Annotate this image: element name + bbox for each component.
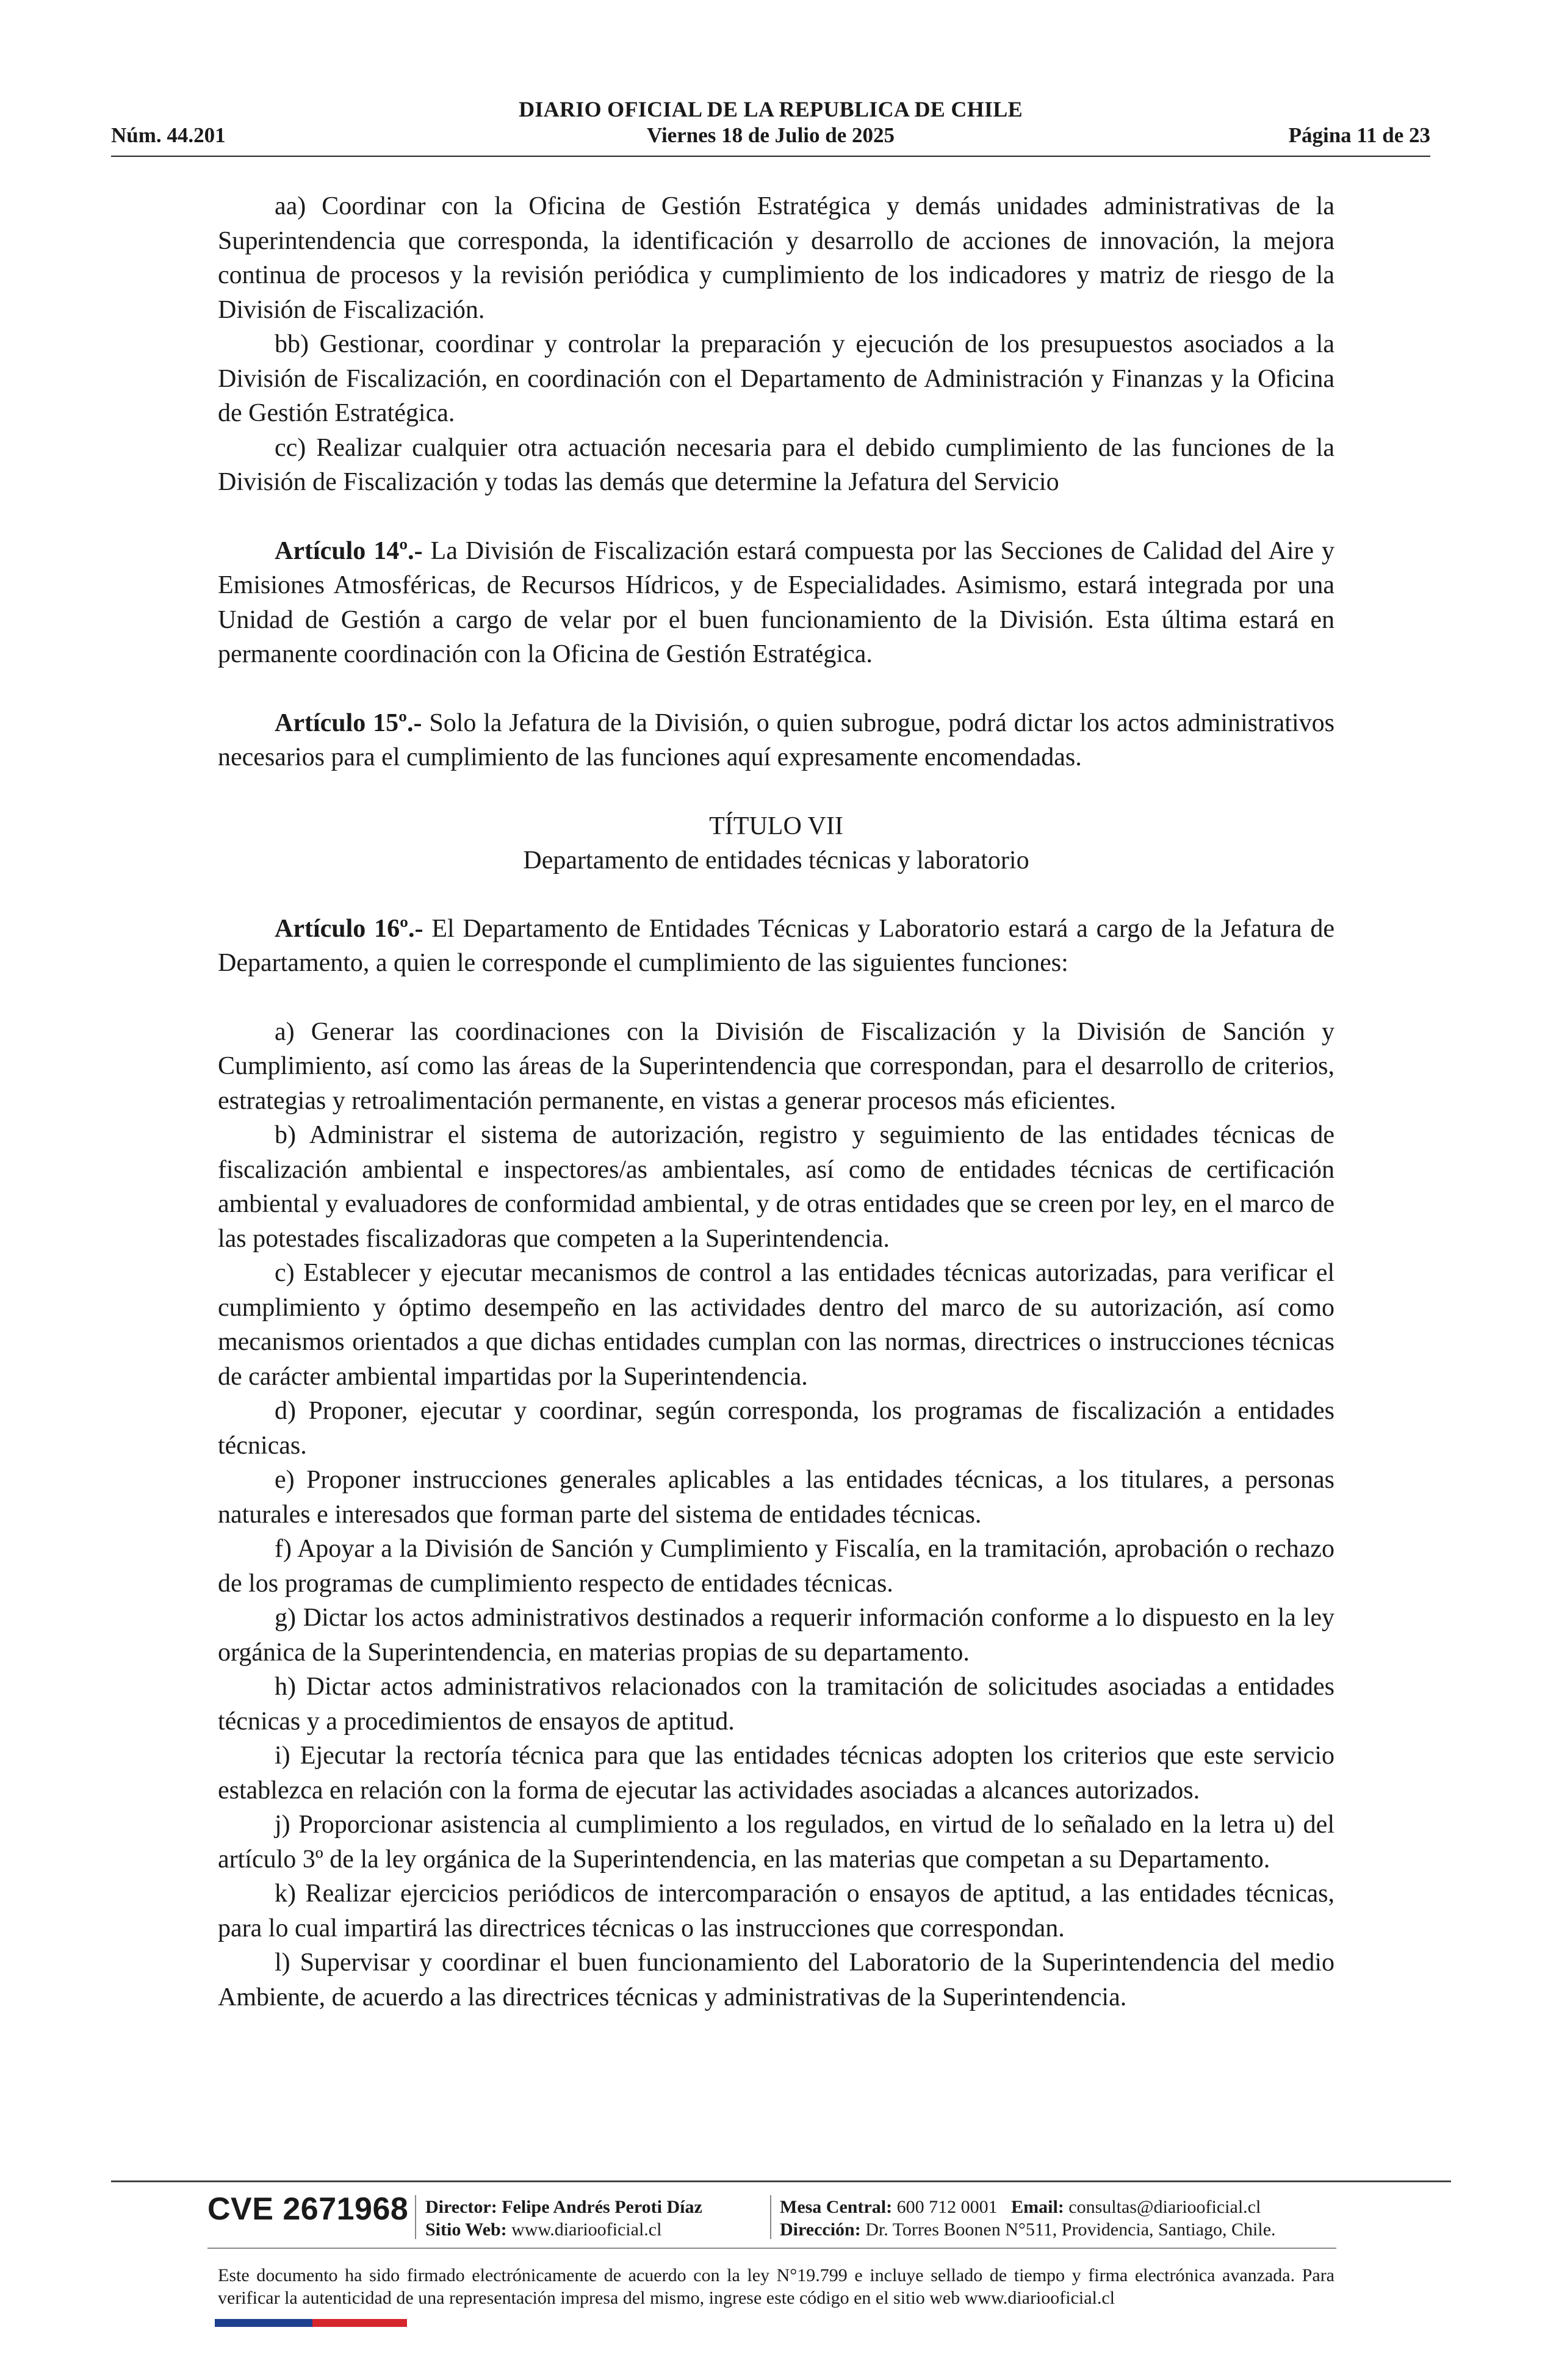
article-16: [218, 912, 1334, 981]
paragraph-b: b) Administrar el sistema de autorización, registro y seguimiento de las entidades técnicas de fiscalización ambiental e inspectores/as ambientales, así como de entidades técnicas de certificación ambiental y evaluadores de conformidad ambiental, y de otras entidades que se creen por ley, en el marco de las potestades fiscalizadoras que competen a la Superintendencia.: [218, 1121, 1334, 1253]
phone-value: 600 712 0001: [896, 2197, 998, 2217]
paragraph-a: a) Generar las coordinaciones con la División de Fiscalización y la División de Sanción y Cumplimiento, así como las áreas de la Superintendencia que correspondan, para el desarrollo de criterios, estrategias y retroalimentación permanente, en vistas a generar procesos más eficientes.: [218, 1017, 1334, 1115]
paragraph-l: l) Supervisar y coordinar el buen funcionamiento del Laboratorio de la Superintendencia del medio Ambiente, de acuerdo a las directrices técnicas y administrativas de la Superintendencia.: [218, 1949, 1334, 2011]
article-14-text: La División de Fiscalización estará compuesta por las Secciones de Calidad del Aire y Emisiones Atmosféricas, de Recursos Hídricos, y de Especialidades. Asimismo, estará integrada por una Unidad de Gestión a cargo de velar por el buen funcionamiento de la División. Esta última estará en permanente coordinación con la Oficina de Gestión Estratégica.: [218, 536, 1334, 668]
paragraph-g: g) Dictar los actos administrativos destinados a requerir información conforme a lo dispuesto en la ley orgánica de la Superintendencia, en materias propias de su departamento.: [218, 1604, 1334, 1667]
address-label: Dirección:: [780, 2220, 861, 2240]
paragraph-h: h) Dictar actos administrativos relacionados con la tramitación de solicitudes asociadas a entidades técnicas y a procedimientos de ensayos de aptitud.: [218, 1673, 1334, 1736]
footer-director-block: [425, 2196, 702, 2241]
article-15-label: Artículo 15º.-: [275, 709, 422, 737]
article-16-text: El Departamento de Entidades Técnicas y Laboratorio estará a cargo de la Jefatura de Departamento, a quien le corresponde el cumplimiento de las siguientes funciones:: [218, 914, 1334, 977]
director-name: Felipe Andrés Peroti Díaz: [502, 2197, 702, 2217]
paragraph-j: j) Proporcionar asistencia al cumplimiento a los regulados, en virtud de lo señalado en la letra u) del artículo 3º de la ley orgánica de la Superintendencia, en las materias que competan a su Departamento.: [218, 1811, 1334, 1873]
website-label: Sitio Web:: [425, 2220, 507, 2240]
page-header: [111, 92, 1430, 153]
issue-number: Núm. 44.201: [111, 123, 226, 147]
document-body: [218, 189, 1334, 2014]
paragraph-i: i) Ejecutar la rectoría técnica para que las entidades técnicas adopten los criterios que este servicio establezca en relación con la forma de ejecutar las actividades asociadas a alcances autorizados.: [218, 1742, 1334, 1805]
paragraph-c: c) Establecer y ejecutar mecanismos de control a las entidades técnicas autorizadas, para verificar el cumplimiento y óptimo desempeño en las actividades dentro del marco de su autorización, así como mecanismos orientados a que dichas entidades cumplan con las normas, directrices o instrucciones técnicas de carácter ambiental impartidas por la Superintendencia.: [218, 1259, 1334, 1391]
footer-contact-block: [780, 2196, 1276, 2241]
title-vii-heading: TÍTULO VII: [709, 812, 843, 840]
phone-label: Mesa Central:: [780, 2197, 893, 2217]
header-divider: [111, 156, 1430, 157]
paragraph-e: e) Proponer instrucciones generales aplicables a las entidades técnicas, a los titulares, a personas naturales e interesados que forman parte del sistema de entidades técnicas.: [218, 1466, 1334, 1529]
flag-stripe: [215, 2319, 407, 2327]
flag-red-segment: [312, 2319, 407, 2327]
footer-divider: [111, 2180, 1451, 2182]
email-label: Email:: [1011, 2197, 1064, 2217]
page-number: Página 11 de 23: [1288, 123, 1430, 147]
address-value: Dr. Torres Boonen N°511, Providencia, Santiago, Chile.: [865, 2220, 1276, 2240]
title-vii-block: [218, 809, 1334, 878]
paragraph-bb: bb) Gestionar, coordinar y controlar la preparación y ejecución de los presupuestos asociados a la División de Fiscalización, en coordinación con el Departamento de Administración y Finanzas y la Oficina de Gestión Estratégica.: [218, 330, 1334, 427]
paragraph-f: f) Apoyar a la División de Sanción y Cumplimiento y Fiscalía, en la tramitación, aprobación o rechazo de los programas de cumplimiento respecto de entidades técnicas.: [218, 1535, 1334, 1598]
paragraph-k: k) Realizar ejercicios periódicos de intercomparación o ensayos de aptitud, a las entidades técnicas, para lo cual impartirá las directrices técnicas o las instrucciones que correspondan.: [218, 1880, 1334, 1942]
article-14-label: Artículo 14º.-: [275, 536, 423, 565]
footer-separator: [415, 2195, 416, 2239]
title-vii-subheading: Departamento de entidades técnicas y laboratorio: [523, 846, 1029, 874]
article-15-text: Solo la Jefatura de la División, o quien subrogue, podrá dictar los actos administrativos necesarios para el cumplimiento de las funciones aquí expresamente encomendadas.: [218, 709, 1334, 771]
paragraph-d: d) Proponer, ejecutar y coordinar, según corresponda, los programas de fiscalización a entidades técnicas.: [218, 1397, 1334, 1460]
signature-note: Este documento ha sido firmado electrónicamente de acuerdo con la ley N°19.799 e incluye sellado de tiempo y firma electrónica avanzada. Para verificar la autenticidad de una representación impresa del mismo, ingrese este código en el sitio web www.diariooficial.cl: [218, 2265, 1334, 2308]
flag-blue-segment: [215, 2319, 312, 2327]
issue-date: Viernes 18 de Julio de 2025: [646, 123, 895, 147]
director-label: Director:: [425, 2197, 497, 2217]
footer-separator: [770, 2195, 771, 2239]
publication-title: DIARIO OFICIAL DE LA REPUBLICA DE CHILE: [519, 97, 1023, 121]
email-link[interactable]: consultas@diariooficial.cl: [1068, 2197, 1261, 2217]
article-16-label: Artículo 16º.-: [275, 914, 423, 943]
article-15: [218, 706, 1334, 775]
footer-note-divider: [207, 2248, 1336, 2249]
paragraph-cc: cc) Realizar cualquier otra actuación necesaria para el debido cumplimiento de las funciones de la División de Fiscalización y todas las demás que determine la Jefatura del Servicio: [218, 433, 1334, 496]
article-14: [218, 534, 1334, 672]
website-link[interactable]: www.diariooficial.cl: [511, 2220, 662, 2240]
cve-code: CVE 2671968: [207, 2191, 409, 2227]
paragraph-aa: aa) Coordinar con la Oficina de Gestión Estratégica y demás unidades administrativas de la Superintendencia que corresponda, la identificación y desarrollo de acciones de innovación, la mejora continua de procesos y la revisión periódica y cumplimiento de los indicadores y matriz de riesgo de la División de Fiscalización.: [218, 192, 1334, 324]
